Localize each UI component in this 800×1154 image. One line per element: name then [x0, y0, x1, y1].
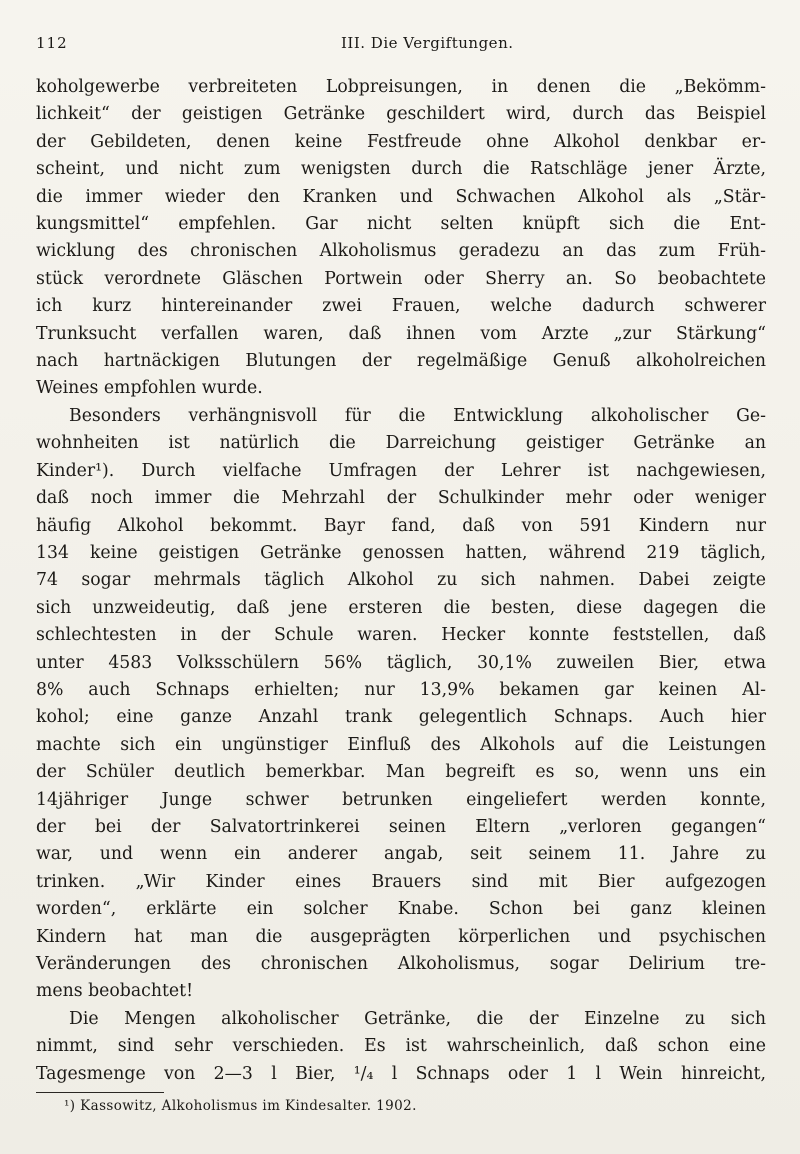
- text-line: sich unzweideutig, daß jene ersteren die besten, diese dagegen die: [36, 597, 766, 618]
- text-line: kungsmittel“ empfehlen. Gar nicht selten knüpft sich die Ent-: [36, 214, 766, 235]
- text-line: Besonders verhängnisvoll für die Entwicklung alkoholischer Ge-: [69, 405, 766, 426]
- text-line: Kindern hat man die ausgeprägten körperlichen und psychischen: [36, 926, 766, 947]
- text-line: nach hartnäckigen Blutungen der regelmäßige Genuß alkoholreichen: [36, 351, 766, 372]
- paragraph-2: [36, 403, 766, 1006]
- text-line: trinken. „Wir Kinder eines Brauers sind mit Bier aufgezogen: [36, 871, 766, 892]
- text-line: mens beobachtet!: [36, 981, 194, 1002]
- text-line: häufig Alkohol bekommt. Bayr fand, daß von 591 Kindern nur: [36, 515, 766, 536]
- page-header: [36, 34, 766, 74]
- text-line: machte sich ein ungünstiger Einfluß des Alkohols auf die Leistungen: [36, 734, 766, 755]
- text-line: 74 sogar mehrmals täglich Alkohol zu sich nahmen. Dabei zeigte: [36, 570, 766, 591]
- text-line: Die Mengen alkoholischer Getränke, die der Einzelne zu sich: [69, 1008, 766, 1029]
- text-line: wicklung des chronischen Alkoholismus geradezu an das zum Früh-: [36, 241, 766, 262]
- page-number: 112: [36, 34, 68, 52]
- text-line: stück verordnete Gläschen Portwein oder Sherry an. So beobachtete: [36, 268, 766, 289]
- text-line: lichkeit“ der geistigen Getränke geschildert wird, durch das Beispiel: [36, 104, 766, 125]
- text-line: daß noch immer die Mehrzahl der Schulkinder mehr oder weniger: [36, 488, 766, 509]
- text-line: wohnheiten ist natürlich die Darreichung geistiger Getränke an: [36, 433, 766, 454]
- text-line: worden“, erklärte ein solcher Knabe. Schon bei ganz kleinen: [36, 899, 766, 920]
- text-line: schlechtesten in der Schule waren. Hecker konnte feststellen, daß: [36, 625, 766, 646]
- text-line: Veränderungen des chronischen Alkoholismus, sogar Delirium tre-: [36, 954, 766, 974]
- text-line: der Gebildeten, denen keine Festfreude ohne Alkohol denkbar er-: [36, 131, 766, 152]
- text-line: Weines empfohlen wurde.: [36, 378, 263, 399]
- footnote-divider: [36, 1092, 164, 1093]
- text-line: 134 keine geistigen Getränke genossen hatten, während 219 täglich,: [36, 542, 766, 563]
- text-line: der Schüler deutlich bemerkbar. Man begreift es so, wenn uns ein: [36, 762, 766, 783]
- paragraph-1: [36, 74, 766, 403]
- text-line: ich kurz hintereinander zwei Frauen, welche dadurch schwerer: [36, 296, 766, 317]
- text-line: scheint, und nicht zum wenigsten durch die Ratschläge jener Ärzte,: [36, 159, 766, 180]
- paragraph-3: [36, 1006, 766, 1088]
- text-line: Tagesmenge von 2—3 l Bier, ¹/₄ l Schnaps oder 1 l Wein hinreicht,: [36, 1063, 766, 1084]
- text-line: 8% auch Schnaps erhielten; nur 13,9% bekamen gar keinen Al-: [36, 679, 766, 700]
- text-line: war, und wenn ein anderer angab, seit seinem 11. Jahre zu: [36, 844, 766, 865]
- running-head: III. Die Vergiftungen.: [341, 34, 514, 52]
- text-line: unter 4583 Volksschülern 56% täglich, 30,1% zuweilen Bier, etwa: [36, 652, 766, 673]
- text-line: koholgewerbe verbreiteten Lobpreisungen, in denen die „Bekömm-: [36, 77, 766, 97]
- text-line: Kinder¹). Durch vielfache Umfragen der Lehrer ist nachgewiesen,: [36, 460, 766, 481]
- text-line: der bei der Salvatortrinkerei seinen Eltern „verloren gegangen“: [36, 816, 766, 837]
- text-line: Trunksucht verfallen waren, daß ihnen vom Arzte „zur Stärkung“: [36, 323, 766, 344]
- footnote: ¹) Kassowitz, Alkoholismus im Kindesalter. 1902.: [64, 1098, 417, 1115]
- body-text: [36, 74, 766, 1088]
- text-line: kohol; eine ganze Anzahl trank gelegentlich Schnaps. Auch hier: [36, 707, 766, 728]
- text-line: die immer wieder den Kranken und Schwachen Alkohol als „Stär-: [36, 186, 766, 207]
- text-line: nimmt, sind sehr verschieden. Es ist wahrscheinlich, daß schon eine: [36, 1036, 766, 1057]
- text-line: 14jähriger Junge schwer betrunken eingeliefert werden konnte,: [36, 789, 766, 810]
